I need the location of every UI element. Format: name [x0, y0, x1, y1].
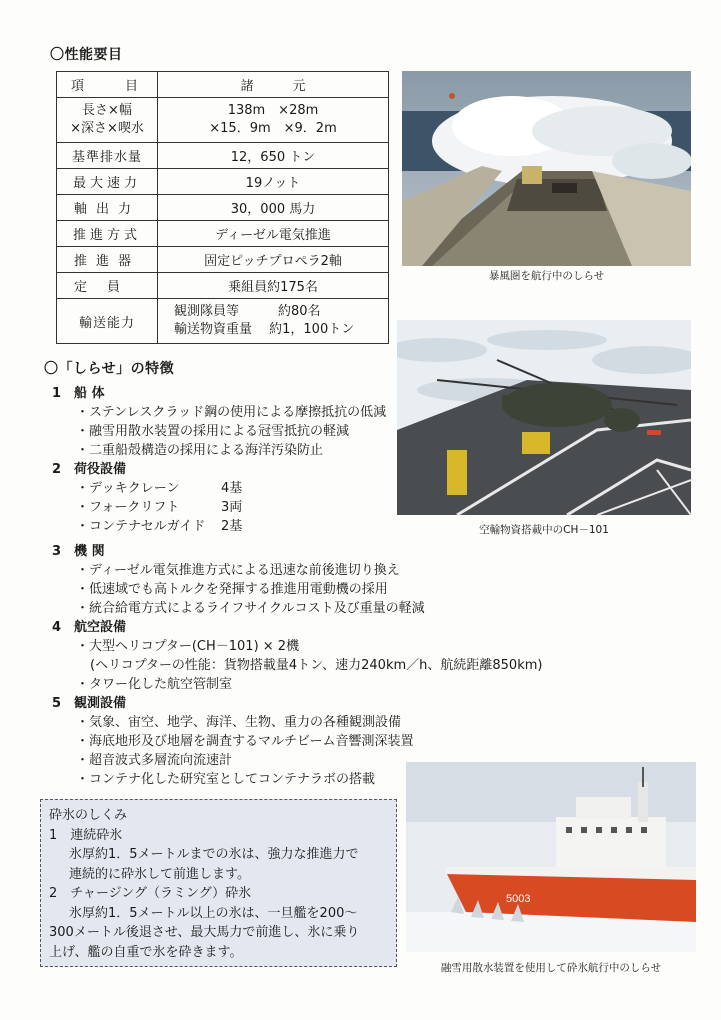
caption-storm: 暴風圏を航行中のしらせ — [488, 270, 605, 282]
list-item — [52, 479, 352, 498]
list-item — [52, 498, 352, 517]
feature-section-cargo — [52, 460, 352, 536]
photo-ship — [406, 762, 696, 952]
list-item: ・低速域でも高トルクを発揮する推進用電動機の採用 — [76, 582, 388, 597]
table-row — [57, 195, 389, 221]
table-header-value: 諸 元 — [158, 72, 389, 98]
list-item: ・コンテナ化した研究室としてコンテナラボの搭載 — [76, 772, 376, 787]
item-value: 3両 — [221, 500, 243, 515]
item-label: ・フォークリフト — [76, 500, 180, 515]
section-title: 5 観測設備 — [52, 696, 127, 711]
features-heading: 〇「しらせ」の特徴 — [44, 361, 175, 377]
table-key: 推進器 — [57, 247, 158, 273]
caption-helicopter: 空輸物資搭載中のCH－101 — [479, 524, 609, 536]
key-line: ×深さ×喫水 — [70, 121, 144, 136]
table-key: 最大速力 — [57, 169, 158, 195]
list-item: ・ステンレスクラッド鋼の使用による摩擦抵抗の低減 — [76, 405, 387, 420]
table-row — [57, 273, 389, 299]
list-item: ・超音波式多層流向流速計 — [76, 753, 233, 768]
photo-storm — [402, 71, 691, 266]
table-value: 固定ピッチプロペラ2軸 — [158, 247, 389, 273]
key-line: 長さ×幅 — [82, 103, 132, 118]
caption-ship: 融雪用散水装置を使用して砕氷航行中のしらせ — [440, 962, 662, 974]
table-value: 30，000 馬力 — [158, 195, 389, 221]
list-item: ・ディーゼル電気推進方式による迅速な前後進切り換え — [76, 563, 400, 578]
photo-helicopter — [397, 320, 691, 515]
list-item: ・大型ヘリコプター(CH－101) × 2機 — [76, 639, 300, 654]
table-row — [57, 169, 389, 195]
list-item: ・融雪用散水装置の採用による冠雪抵抗の軽減 — [76, 424, 350, 439]
table-key: 軸出力 — [57, 195, 158, 221]
section-title: 2 荷役設備 — [52, 462, 127, 477]
table-row — [57, 299, 389, 344]
item-label: ・デッキクレーン — [76, 481, 180, 496]
table-value — [158, 299, 389, 344]
list-item: ・統合給電方式によるライフサイクルコスト及び重量の軽減 — [76, 601, 425, 616]
feature-section-engine — [52, 542, 472, 618]
table-value: 乗組員約175名 — [158, 273, 389, 299]
list-item: ・タワー化した航空管制室 — [76, 677, 233, 692]
list-item: ・気象、宙空、地学、海洋、生物、重力の各種観測設備 — [76, 715, 402, 730]
value-line: 138m ×28m — [227, 103, 319, 118]
icebreak-line: 上げ、艦の自重で氷を砕きます。 — [49, 944, 243, 960]
icebreak-line: 氷厚約1．5メートルまでの氷は、強力な推進力で — [69, 847, 359, 862]
section-title: 3 機 関 — [52, 544, 105, 559]
icebreak-line: 氷厚約1．5メートル以上の氷は、一旦艦を200～ — [69, 905, 358, 921]
value-line: 観測隊員等 約80名 — [174, 304, 321, 319]
table-value — [158, 98, 389, 143]
icebreak-box — [40, 799, 397, 967]
helicopter-image — [397, 320, 691, 515]
hull-number: 5003 — [506, 893, 531, 905]
table-key: 輸送能力 — [57, 299, 158, 344]
spec-heading: 〇性能要目 — [50, 47, 123, 63]
section-title: 4 航空設備 — [52, 620, 127, 635]
list-item: ・二重船殻構造の採用による海洋汚染防止 — [76, 443, 324, 458]
icebreak-line: 1 連続砕氷 — [49, 827, 123, 843]
list-item: (ヘリコプターの性能：貨物搭載量4トン、速力240km／h、航続距離850km) — [90, 658, 543, 673]
value-line: ×15．9m ×9．2m — [209, 121, 337, 136]
item-value: 4基 — [221, 481, 243, 496]
table-value: 19ノット — [158, 169, 389, 195]
ship-image — [406, 762, 696, 952]
icebreak-line: 300メートル後退させ、最大馬力で前進し、氷に乗り — [49, 925, 360, 940]
value-line: 輸送物資重量 約1，100トン — [174, 322, 355, 337]
list-item — [52, 517, 352, 536]
table-header-row — [57, 72, 389, 98]
table-row — [57, 221, 389, 247]
list-item: ・海底地形及び地層を調査するマルチビーム音響測深装置 — [76, 734, 414, 749]
spec-table — [56, 71, 389, 344]
icebreak-line: 連続的に砕氷して前進します。 — [69, 866, 250, 882]
storm-image — [402, 71, 691, 266]
icebreak-line: 2 チャージング（ラミング）砕氷 — [49, 886, 252, 901]
table-header-item: 項 目 — [57, 72, 158, 98]
table-key — [57, 98, 158, 143]
table-key: 推進方式 — [57, 221, 158, 247]
table-row — [57, 98, 389, 143]
table-row — [57, 247, 389, 273]
feature-section-aviation — [52, 618, 612, 694]
icebreak-title: 砕氷のしくみ — [49, 808, 128, 823]
table-key: 基準排水量 — [57, 143, 158, 169]
item-value: 2基 — [221, 519, 243, 534]
section-title: 1 船 体 — [52, 386, 105, 401]
table-value: ディーゼル電気推進 — [158, 221, 389, 247]
table-value: 12，650 トン — [158, 143, 389, 169]
table-key: 定員 — [57, 273, 158, 299]
item-label: ・コンテナセルガイド — [76, 519, 206, 534]
table-row — [57, 143, 389, 169]
